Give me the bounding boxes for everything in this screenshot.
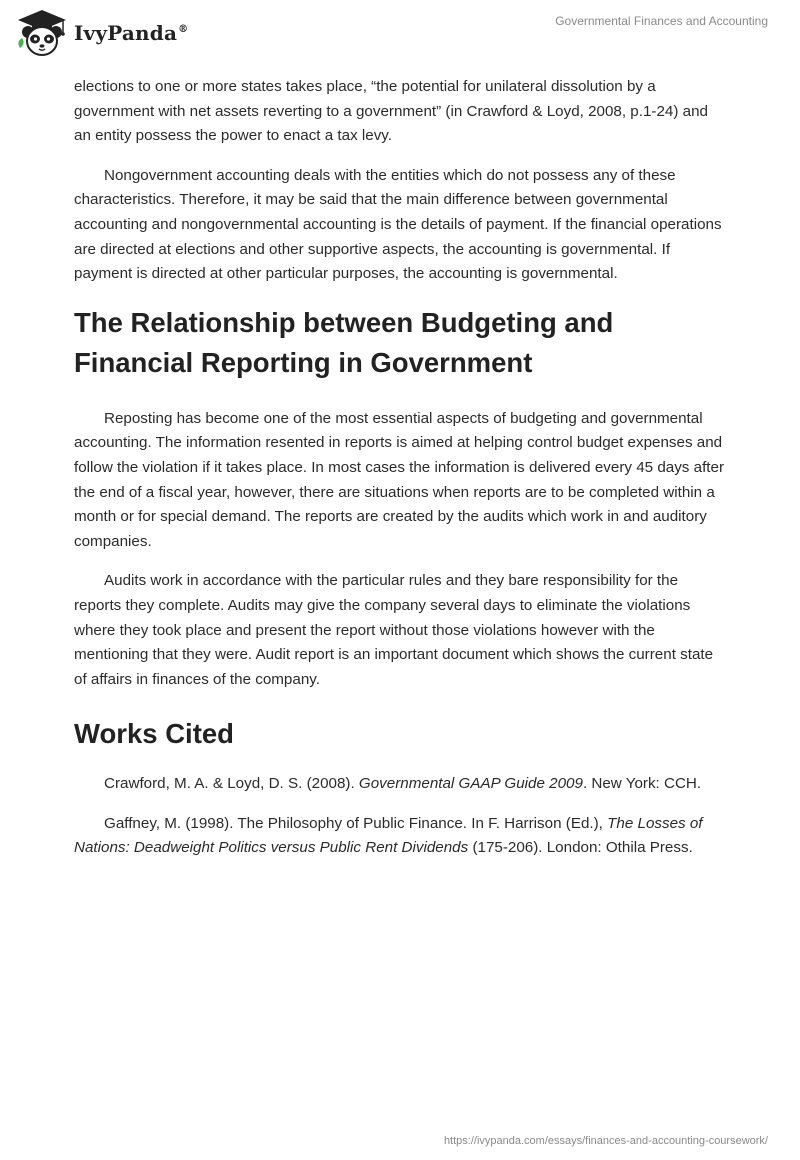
page-header (0, 0, 800, 60)
paragraph-4: Audits work in accordance with the particular rules and they bare responsibility for the reports they complete. Audits may give the company several days to eliminate the violations where they took place and present the report without those violations however with the mentioning that they were. Audit report is an important document which shows the current state of affairs in finances of the company. (74, 572, 714, 688)
paragraph-3: Reposting has become one of the most essential aspects of budgeting and governmental accounting. The information resented in reports is aimed at helping control budget expenses and follow the violation if it takes place. In most cases the information is delivered every 45 days after the end of a fiscal year, however, there are situations when reports are to be completed within a month or for special demand. The reports are created by the audits which work in and auditory companies. (74, 409, 725, 550)
document-title: Governmental Finances and Accounting (555, 14, 768, 28)
panda-graduate-icon (14, 8, 70, 58)
brand-name: IvyPanda® (74, 21, 189, 45)
citation-title: The Losses of Nations: Deadweight Politics versus Public Rent Dividends (74, 814, 703, 857)
section-heading-budgeting: The Relationship between Budgeting and Financial Reporting in Government (74, 306, 614, 378)
ivypanda-logo[interactable] (14, 8, 188, 58)
paragraph-2: Nongovernment accounting deals with the entities which do not possess any of these characteristics. Therefore, it may be said that the main difference between governmental accounting and nongovernmental accounting is the details of payment. If the financial operations are directed at elections and other supportive aspects, the accounting is governmental. If payment is directed at other particular purposes, the accounting is governmental. (74, 166, 722, 283)
essay-content (74, 75, 726, 876)
citation-title: Governmental GAAP Guide 2009 (358, 775, 583, 793)
source-url[interactable]: https://ivypanda.com/essays/finances-and-accounting-coursework/ (443, 1135, 768, 1147)
citation-gaffney: Gaffney, M. (1998). The Philosophy of Public Finance. In F. Harrison (Ed.), The Losses of Nations: Deadweight Politics versus Public Rent Dividends (175-206). London: Othila Press. (74, 814, 703, 857)
paragraph-1: elections to one or more states takes place, “the potential for unilateral dissolution by a government with net assets reverting to a government” (in Crawford & Loyd, 2008, p.1-24) and an entity possess the power to enact a tax levy. (74, 78, 708, 145)
section-heading-works-cited: Works Cited (74, 718, 234, 750)
citation-crawford: Crawford, M. A. & Loyd, D. S. (2008). Governmental GAAP Guide 2009. New York: CCH. (104, 775, 702, 793)
